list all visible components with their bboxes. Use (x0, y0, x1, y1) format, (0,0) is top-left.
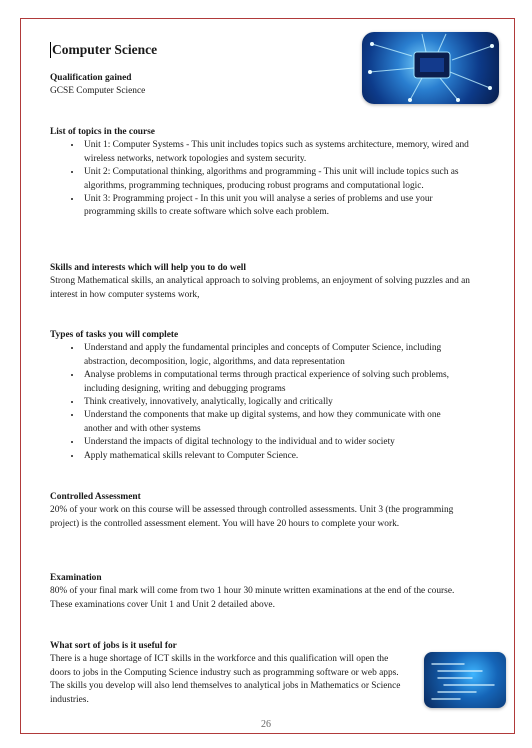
topics-heading: List of topics in the course (50, 127, 155, 137)
tasks-section (50, 329, 470, 463)
code-screen-image (424, 652, 506, 708)
tasks-heading: Types of tasks you will complete (50, 330, 179, 340)
list-item: • Apply mathematical skills relevant to Computer Science. (82, 450, 470, 463)
controlled-heading: Controlled Assessment (50, 492, 141, 502)
page-number: 26 (261, 719, 271, 730)
exam-heading: Examination (50, 573, 102, 583)
jobs-section (50, 640, 408, 707)
skills-heading: Skills and interests which will help you to do well (50, 263, 246, 273)
list-item: • Analyse problems in computational terms through practical experience of solving such problems, including designing, writing and debugging programs (82, 369, 470, 396)
skills-text: Strong Mathematical skills, an analytical approach to solving problems, an enjoyment of solving puzzles and an interest in how computer systems work, (50, 276, 470, 300)
controlled-text: 20% of your work on this course will be assessed through controlled assessments. Unit 3 (the programming project) is the controlled assessment element. You will have 20 hours to complete your work. (50, 505, 454, 529)
skills-section (50, 262, 470, 302)
examination-section (50, 572, 470, 612)
jobs-text: There is a huge shortage of ICT skills in the workforce and this qualification will open the doors to jobs in the Computing Science industry such as programming software or web apps. The skills you develop will also lend themselves to analytical jobs in Mathematics or Science industries. (50, 654, 401, 705)
qualification-heading: Qualification gained (50, 73, 132, 83)
jobs-heading: What sort of jobs is it useful for (50, 641, 177, 651)
exam-text: 80% of your final mark will come from two 1 hour 30 minute written examinations at the end of the course. These examinations cover Unit 1 and Unit 2 detailed above. (50, 586, 455, 610)
controlled-assessment-section (50, 491, 470, 531)
list-item: • Unit 3: Programming project - In this unit you will analyse a series of problems and use your programming skills to create software which solve each problem. (82, 193, 470, 220)
list-item: • Unit 2: Computational thinking, algorithms and programming - This unit will include topics such as algorithms, programming techniques, producing robust programs and computational logic. (82, 166, 470, 193)
page-title: Computer Science (52, 42, 158, 57)
list-item: • Think creatively, innovatively, analytically, logically and critically (82, 396, 470, 409)
qualification-text: GCSE Computer Science (50, 86, 146, 97)
list-item: • Unit 1: Computer Systems - This unit includes topics such as systems architecture, memory, wired and wireless networks, network topologies and system security. (82, 139, 470, 166)
topics-section (50, 126, 470, 220)
list-item: • Understand and apply the fundamental principles and concepts of Computer Science, including abstraction, decomposition, logic, algorithms, and data representation (82, 342, 470, 369)
qualification-section (50, 72, 470, 99)
tasks-list (50, 342, 470, 463)
list-item: • Understand the impacts of digital technology to the individual and to wider society (82, 436, 470, 449)
list-item: • Understand the components that make up digital systems, and how they communicate with one another and with other systems (82, 409, 470, 436)
topics-list (50, 139, 470, 219)
